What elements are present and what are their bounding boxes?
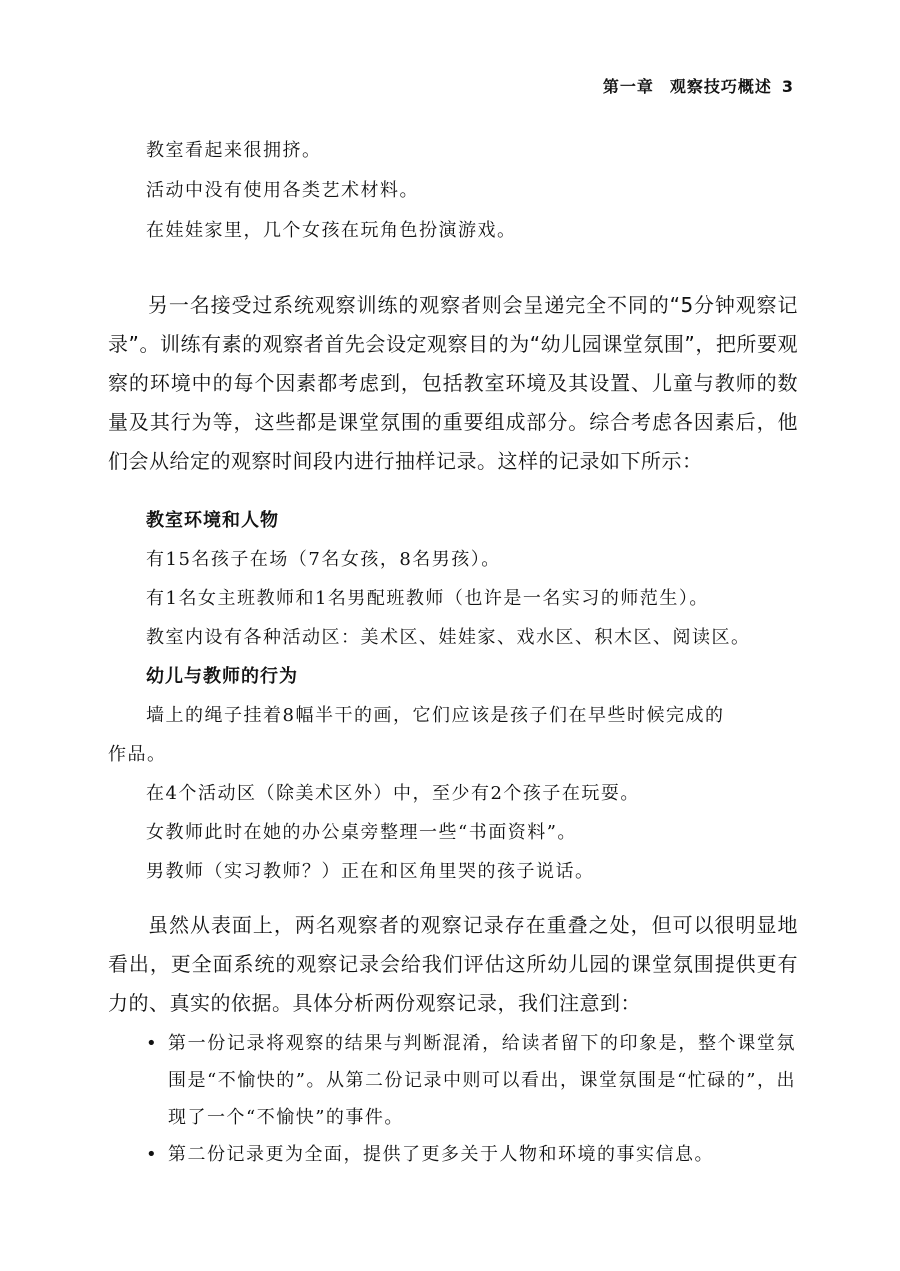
record-line-continuation: 作品。 bbox=[108, 744, 167, 765]
chapter-label: 第一章 bbox=[602, 77, 654, 96]
section-heading: 教室环境和人物 bbox=[146, 510, 279, 531]
observation-notes-list bbox=[146, 1025, 796, 1173]
record-line: 男教师（实习教师？）正在和区角里哭的孩子说话。 bbox=[146, 861, 595, 882]
running-head bbox=[603, 74, 794, 97]
section-heading: 幼儿与教师的行为 bbox=[146, 666, 298, 687]
record-line: 教室内设有各种活动区：美术区、娃娃家、戏水区、积木区、阅读区。 bbox=[146, 627, 751, 648]
body-paragraph bbox=[108, 286, 798, 481]
list-item bbox=[146, 1025, 796, 1136]
paragraph-text: 另一名接受过系统观察训练的观察者则会呈递完全不同的“5分钟观察记录”。训练有素的观察者首先会设定观察目的为“幼儿园课堂氛围”，把所要观察的环境中的每个因素都考虑到，包括教室环境及其设置、儿童与教师的数量及其行为等，这些都是课堂氛围的重要组成部分。综合考虑各因素后，他们会从给定的观察时间段内进行抽样记录。这样的记录如下所示： bbox=[108, 293, 798, 473]
list-item bbox=[146, 1136, 796, 1173]
record-line: 有1名女主班教师和1名男配班教师（也许是一名实习的师范生）。 bbox=[146, 588, 709, 609]
body-paragraph bbox=[108, 906, 798, 1023]
first-record-line: 教室看起来很拥挤。 bbox=[146, 140, 322, 161]
paragraph-text: 虽然从表面上，两名观察者的观察记录存在重叠之处，但可以很明显地看出，更全面系统的观察记录会给我们评估这所幼儿园的课堂氛围提供更有力的、真实的依据。具体分析两份观察记录，我们注意到： bbox=[108, 913, 798, 1015]
record-line: 在4个活动区（除美术区外）中，至少有2个孩子在玩耍。 bbox=[146, 783, 640, 804]
record-line: 墙上的绳子挂着8幅半干的画，它们应该是孩子们在早些时候完成的 bbox=[146, 705, 725, 726]
record-line: 女教师此时在她的办公桌旁整理一些“书面资料”。 bbox=[146, 822, 577, 843]
list-item-text: 第一份记录将观察的结果与判断混淆，给读者留下的印象是，整个课堂氛围是“不愉快的”。从第二份记录中则可以看出，课堂氛围是“忙碌的”，出现了一个“不愉快”的事件。 bbox=[168, 1033, 796, 1128]
bullet-icon: • bbox=[146, 1144, 159, 1165]
record-line: 有15名孩子在场（7名女孩，8名男孩）。 bbox=[146, 549, 501, 570]
page-number: 3 bbox=[781, 77, 794, 96]
bullet-icon: • bbox=[146, 1033, 159, 1054]
first-record-line: 活动中没有使用各类艺术材料。 bbox=[146, 180, 419, 201]
list-item-text: 第二份记录更为全面，提供了更多关于人物和环境的事实信息。 bbox=[168, 1144, 714, 1165]
first-record-line: 在娃娃家里，几个女孩在玩角色扮演游戏。 bbox=[146, 220, 517, 241]
chapter-title: 观察技巧概述 bbox=[669, 77, 772, 96]
